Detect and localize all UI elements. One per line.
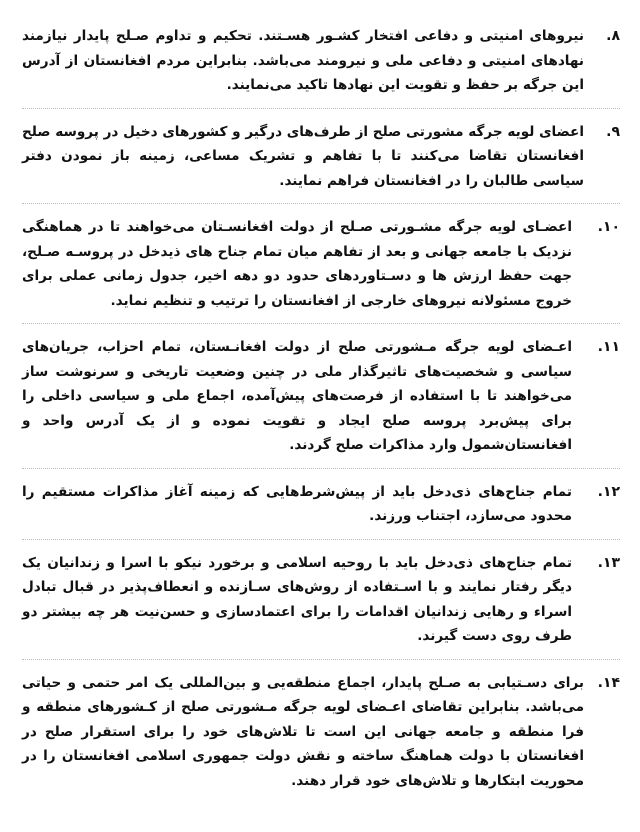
item-text: نیروهای امنیتی و دفاعی افتخار کشـور هسـتند. تحکیم و تداوم صـلح پایدار نیازمند نهادهای امنیتی و دفاعی ملی و نیرومند می‌باشد. بنابراین مردم افغانستان از آدرس این جرگه بر حفظ و تقویت این نهادها تاکید می‌نمایند. [22, 28, 584, 93]
item-text: برای دسـتیابی به صـلح پایدار، اجماع منطقه‌یی و بین‌المللی یک امر حتمی و حیاتی می‌باشد. بنابراین تقاضای اعـضای لویه جرگه مـشورتی صلح از کـشورهای منطقه و فرا منطقه و جامعه جهانی این است تا تلاش‌های خود را برای استقرار صلح در افغانستان با دولت هماهنگ ساخته و نقش دولت جمهوری اسلامی افغانستان را در محوریت ابتکارها و تلاش‌های خود قرار دهند. [22, 674, 584, 789]
resolution-item-11 [22, 329, 620, 458]
item-number: ۱۲. [597, 483, 620, 500]
resolution-item-12 [22, 474, 620, 529]
item-text: تمام جناح‌های ذی‌دخل باید از پیش‌شرط‌هایی که زمینه آغاز مذاکرات مستقیم را محدود می‌سازد، اجتناب ورزند. [22, 483, 572, 524]
section-divider [22, 108, 620, 109]
resolution-item-14 [22, 665, 620, 794]
item-number: ۱۱. [597, 339, 620, 355]
item-number: ۱۳. [597, 554, 620, 571]
section-divider [22, 203, 620, 204]
item-number: ۸. [606, 28, 620, 44]
section-divider [22, 659, 620, 660]
item-number: ۹. [606, 123, 620, 140]
item-text: اعضای لویه جرگه مشورتی صلح از طرف‌های درگیر و کشورهای دخیل در پروسه صلح افغانستان تقاضا می‌کنند تا با تفاهم و تشریک مساعی، زمینه باز نمودن دفتر سیاسی طالبان را در افغانستان فراهم نمایند. [22, 123, 584, 189]
item-text: تمام جناح‌های ذی‌دخل باید با روحیه اسلامی و برخورد نیکو با اسرا و زندانیان یک دیگر رفتار نمایند و با اسـتفاده از روش‌های سـازنده و انعطاف‌پذیر در قبال تبادل اسراء و رهایی زندانیان اقدامات را برای اعتمادسازی و حسن‌نیت هر چه بیشتر دو طرف روی دست گیرند. [22, 554, 572, 644]
resolution-item-9 [22, 114, 620, 194]
document-page [22, 18, 620, 799]
item-text: اعـضای لویه جرگه مـشورتی صلح از دولت افغانـستان، تمام احزاب، جریان‌های سیاسی و شخصیت‌های تاثیرگذار ملی در چنین وضعیت تاریخی و سرنوشت ساز می‌خواهند تا با استفاده از فرصت‌های پیش‌آمده، اجماع ملی و سیاسی داخلی را برای پیش‌برد پروسه صلح ایجاد و تقویت نموده و از یک آدرس واحد و افغانستان‌شمول وارد مذاکرات صلح گردند. [22, 339, 572, 453]
section-divider [22, 323, 620, 324]
section-divider [22, 468, 620, 469]
resolution-item-13 [22, 545, 620, 649]
item-number: ۱۰. [597, 219, 620, 235]
resolution-item-10 [22, 209, 620, 313]
item-text: اعضـای لویه جرگه مشـورتی صـلح از دولت افغانسـتان می‌خواهند تا در هماهنگی نزدیک با جامعه جهانی و بعد از تفاهم میان تمام جناح های ذیدخل در پروسـه صـلح، جهت حفظ ارزش ها و دسـتاوردهای حدود دو دهه اخیر، جدول زمانی عملی برای خروج مسئولانه نیروهای خارجی از افغانستان را ترتیب و تنظیم نماید. [22, 219, 572, 309]
section-divider [22, 539, 620, 540]
resolution-item-8 [22, 18, 620, 98]
item-number: ۱۴. [597, 674, 620, 691]
